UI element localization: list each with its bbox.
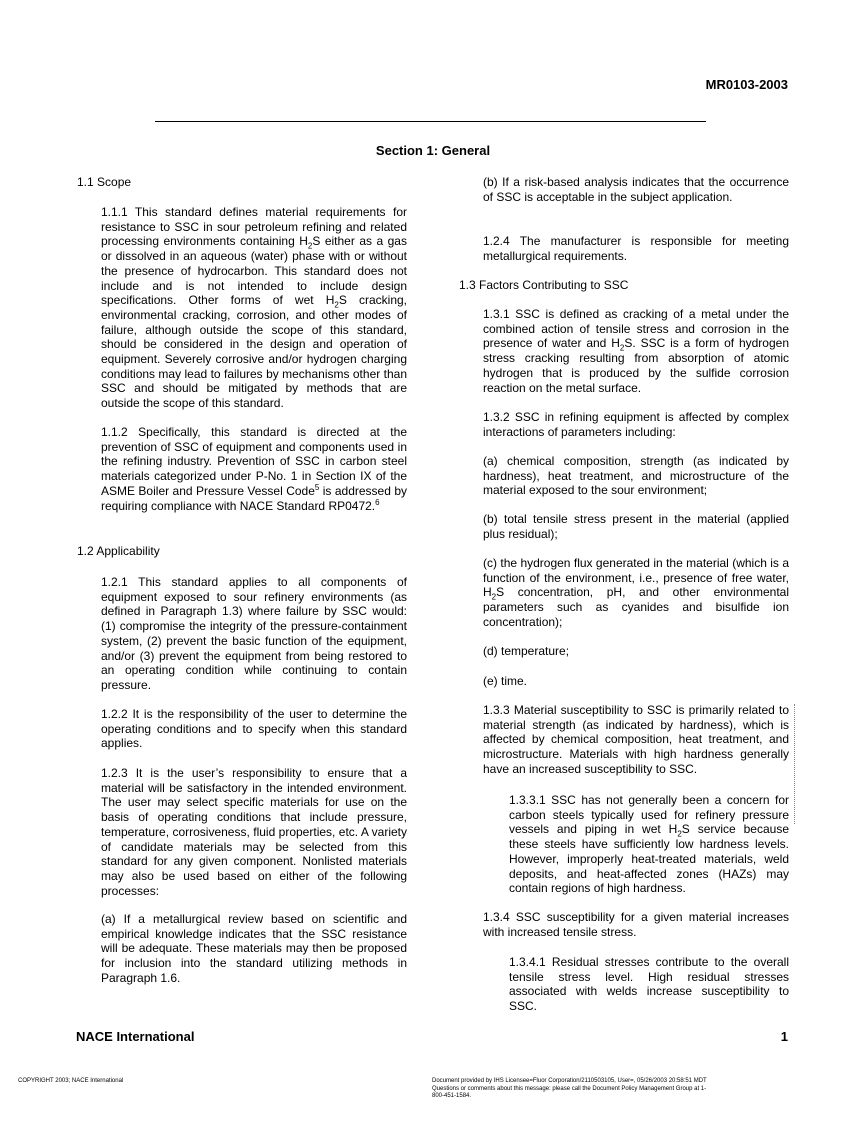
factor-b: (b) total tensile stress present in the material (applied plus residual); xyxy=(483,512,789,541)
paragraph-1-2-4: 1.2.4 The manufacturer is responsible for meeting metallurgical requirements. xyxy=(483,234,789,263)
paragraph-1-2-3-b: (b) If a risk-based analysis indicates that the occurrence of SSC is acceptable in the subject application. xyxy=(483,175,789,204)
paragraph-1-2-1: 1.2.1 This standard applies to all components of equipment exposed to sour refinery environments (as defined in Paragraph 1.3) where failure by SSC would: (1) compromise the integrity of the pressure-containment system, (2) prevent the basic function of the equipment, and/or (3) prevent the equipment from being restored to an operating condition while continuing to contain pressure. xyxy=(101,575,407,692)
heading-1-1-scope: 1.1 Scope xyxy=(77,175,132,189)
heading-1-2-applicability: 1.2 Applicability xyxy=(77,544,160,558)
factor-a: (a) chemical composition, strength (as indicated by hardness), heat treatment, and microstructure of the material exposed to the sour environment; xyxy=(483,454,789,498)
paragraph-1-2-3-a: (a) If a metallurgical review based on scientific and empirical knowledge indicates that the SSC resistance will be adequate. These materials may then be proposed for inclusion into the standard utilizing methods in Paragraph 1.6. xyxy=(101,912,407,985)
copyright-notice: COPYRIGHT 2003; NACE International xyxy=(18,1078,124,1084)
paragraph-1-3-1: 1.3.1 SSC is defined as cracking of a metal under the combined action of tensile stress and corrosion in the presence of water and $H_2S$. SSC is a form of hydrogen stress cracking resulting from absorption of atomic hydrogen that is produced by the sulfide corrosion reaction on the metal surface. xyxy=(483,307,789,395)
paragraph-1-3-4: 1.3.4 SSC susceptibility for a given material increases with increased tensile stress. xyxy=(483,910,789,939)
factor-d: (d) temperature; xyxy=(483,644,570,658)
header-rule xyxy=(155,121,706,122)
paragraph-1-3-4-1: 1.3.4.1 Residual stresses contribute to the overall tensile stress level. High residual stresses associated with welds increase susceptibility to SSC. xyxy=(509,955,789,1014)
paragraph-1-3-3-1: 1.3.3.1 SSC has not generally been a concern for carbon steels typically used for refinery pressure vessels and piping in wet $H_2S$ service because these steels have sufficiently low hardness levels. However, improperly heat-treated materials, weld deposits, and heat-affected zones (HAZs) may contain regions of high hardness. xyxy=(509,793,789,896)
document-number: MR0103-2003 xyxy=(705,77,788,92)
paragraph-1-1-1: 1.1.1 This standard defines material requirements for resistance to SSC in sour petroleum refining and related processing environments containing $H_2S$ either as a gas or dissolved in an aqueous (water) phase with or without the presence of hydrocarbon. This standard does not include and is not intended to include design specifications. Other forms of wet $H_2S$ cracking, environmental cracking, corrosion, and other modes of failure, although outside the scope of this standard, should be considered in the design and operation of equipment. Severely corrosive and/or hydrogen charging conditions may lead to failures by mechanisms other than SSC and should be mitigated by methods that are outside the scope of this standard. xyxy=(101,205,407,411)
paragraph-1-3-2: 1.3.2 SSC in refining equipment is affected by complex interactions of parameters including: xyxy=(483,410,789,439)
license-notice: Document provided by IHS Licensee=Fluor Corporation/2110503105, User=, 05/26/2003 20:58:51 MDT Questions or comments about this message: please call the Document Policy Management Group at 1-800-451-1584. xyxy=(432,1078,707,1099)
page-number: 1 xyxy=(780,1029,788,1044)
paragraph-1-2-3: 1.2.3 It is the user’s responsibility to ensure that a material will be satisfactory in the intended environment. The user may select specific materials for use on the basis of operating conditions that include pressure, temperature, corrosiveness, fluid properties, etc. A variety of candidate materials may be selected from this standard for any given component. Nonlisted materials may also be used based on either of the following processes: xyxy=(101,766,407,898)
paragraph-1-1-2: 1.1.2 Specifically, this standard is directed at the prevention of SSC of equipment and components used in the refining industry. Prevention of SSC in carbon steel materials categorized under P-No. 1 in Section IX of the ASME Boiler and Pressure Vessel Code$^5$ is addressed by requiring compliance with NACE Standard RP0472.$^6$ xyxy=(101,425,407,513)
paragraph-1-3-3: 1.3.3 Material susceptibility to SSC is primarily related to material strength (as indicated by hardness), which is affected by chemical composition, heat treatment, and microstructure. Materials with high hardness generally have an increased susceptibility to SSC. xyxy=(483,703,789,776)
factor-e: (e) time. xyxy=(483,674,528,688)
footer-organization: NACE International xyxy=(76,1029,195,1044)
margin-change-bar xyxy=(794,704,795,824)
factor-c: (c) the hydrogen flux generated in the material (which is a function of the environment, i.e., presence of free water, $H_2S$ concentration, pH, and other environmental parameters such as cyanides and bisulfide ion concentration); xyxy=(483,556,789,629)
heading-1-3-factors: 1.3 Factors Contributing to SSC xyxy=(459,278,629,292)
paragraph-1-2-2: 1.2.2 It is the responsibility of the user to determine the operating conditions and to specify when this standard applies. xyxy=(101,707,407,751)
section-title: Section 1: General xyxy=(375,143,491,158)
